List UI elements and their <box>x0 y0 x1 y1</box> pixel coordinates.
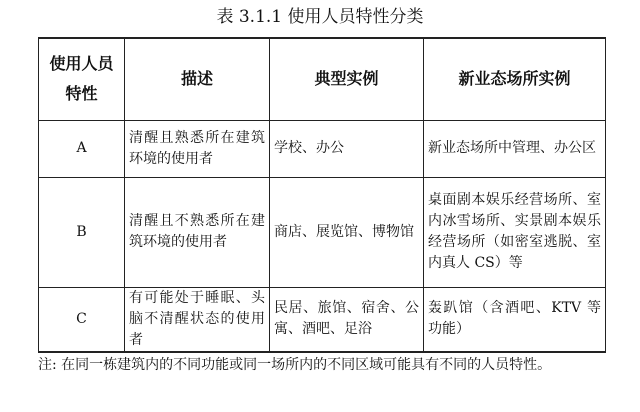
user-characteristics-table <box>38 37 606 353</box>
row-description: 有可能处于睡眠、头脑不清醒状态的使用者 <box>125 287 270 352</box>
header-typical-examples: 典型实例 <box>270 38 424 120</box>
row-new-format: 桌面剧本娱乐经营场所、室内冰雪场所、实景剧本娱乐经营场所（如密室逃脱、室内真人 CS）等 <box>424 177 606 287</box>
table-note: 注: 在同一栋建筑内的不同功能或同一场所内的不同区域可能具有不同的人员特性。 <box>38 357 552 373</box>
row-typical: 学校、办公 <box>270 120 424 177</box>
row-typical: 商店、展览馆、博物馆 <box>270 177 424 287</box>
header-user-characteristics: 使用人员特性 <box>39 38 125 120</box>
table-caption: 表 3.1.1 使用人员特性分类 <box>216 7 424 27</box>
row-new-format: 新业态场所中管理、办公区 <box>424 120 606 177</box>
table-row <box>39 177 606 287</box>
row-description: 清醒且熟悉所在建筑环境的使用者 <box>125 120 270 177</box>
row-id: A <box>39 120 125 177</box>
row-new-format: 轰趴馆（含酒吧、KTV 等功能） <box>424 287 606 352</box>
row-description: 清醒且不熟悉所在建筑环境的使用者 <box>125 177 270 287</box>
table-row <box>39 120 606 177</box>
row-id: B <box>39 177 125 287</box>
header-new-format-examples: 新业态场所实例 <box>424 38 606 120</box>
header-description: 描述 <box>125 38 270 120</box>
table-header-row <box>39 38 606 120</box>
table-row <box>39 287 606 352</box>
row-id: C <box>39 287 125 352</box>
row-typical: 民居、旅馆、宿舍、公寓、酒吧、足浴 <box>270 287 424 352</box>
